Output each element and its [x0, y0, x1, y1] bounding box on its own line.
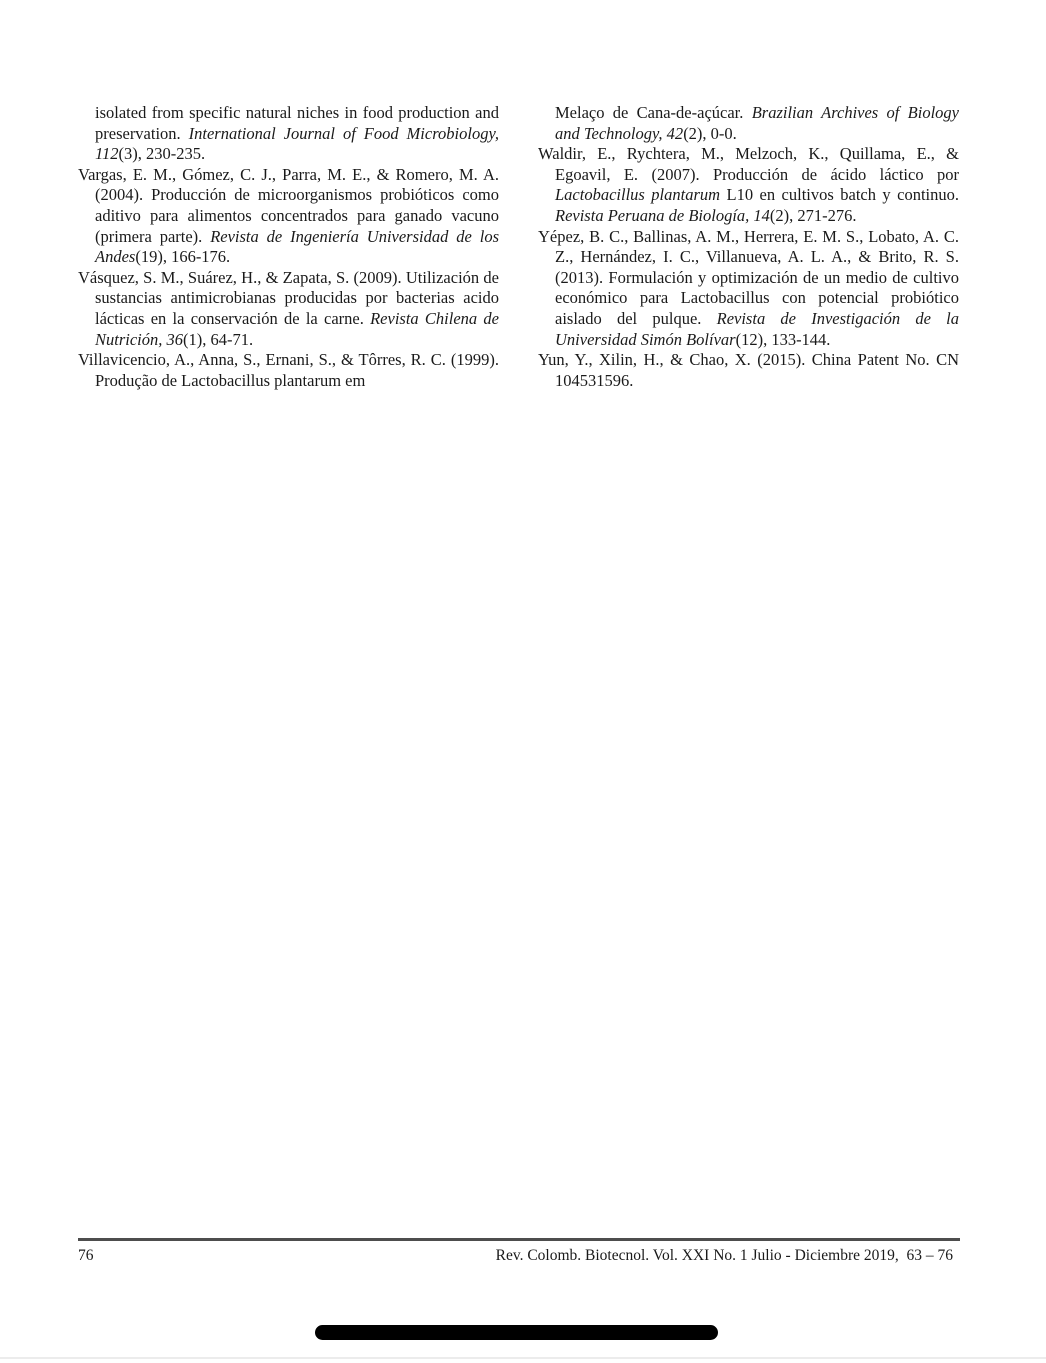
reference-text-segment: Revista de Ingeniería Universidad de los Andes: [95, 226, 499, 267]
reference-entry: [78, 165, 499, 268]
reference-entry: [538, 144, 959, 226]
home-indicator-bar[interactable]: [315, 1325, 718, 1340]
reference-text-segment: L10 en cultivos batch y continuo.: [720, 185, 960, 205]
reference-entry: [78, 103, 499, 165]
reference-entry: [78, 268, 499, 350]
reference-text-segment: Vargas, E. M., Gómez, C. J., Parra, M. E., & Romero, M. A. (2004). Producción de microorganismos probióticos como aditivo para alimentos concentrados para ganado vacuno (primera parte).: [78, 164, 499, 246]
reference-entry: [538, 350, 959, 391]
reference-text-segment: Melaço de Cana-de-açúcar.: [555, 103, 752, 122]
journal-citation: Rev. Colomb. Biotecnol. Vol. XXI No. 1 Julio - Diciembre 2019, 63 – 76: [495, 1247, 953, 1264]
reference-text-segment: Villavicencio, A., Anna, S., Ernani, S., & Tôrres, R. C. (1999). Produção de Lactobacillus plantarum em: [78, 350, 499, 390]
page-number: 76: [78, 1247, 94, 1264]
reference-text-segment: Vásquez, S. M., Suárez, H., & Zapata, S. (2009). Utilización de sustancias antimicrobianas producidas por bacterias acido lácticas en la conservación de la carne.: [78, 267, 499, 328]
references-column-right: [538, 103, 959, 391]
reference-text-segment: Yun, Y., Xilin, H., & Chao, X. (2015). China Patent No. CN 104531596.: [538, 350, 959, 390]
reference-entry: [538, 227, 959, 351]
reference-entry: [538, 103, 959, 144]
reference-text-segment: Lactobacillus plantarum: [555, 185, 721, 205]
reference-text-segment: Waldir, E., Rychtera, M., Melzoch, K., Quillama, E., & Egoavil, E. (2007). Producción de ácido láctico por: [538, 144, 959, 184]
reference-text-segment: International Journal of Food Microbiology, 112: [95, 123, 499, 164]
reference-text-segment: isolated from specific natural niches in food production and preservation.: [95, 103, 499, 143]
reference-text-segment: (1), 64-71.: [183, 329, 254, 349]
reference-text-segment: (19), 166-176.: [135, 247, 231, 267]
page-footer: [78, 1246, 960, 1266]
references-section: [78, 103, 959, 391]
reference-text-segment: Revista Peruana de Biología, 14: [555, 205, 770, 225]
reference-entry: [78, 350, 499, 391]
reference-text-segment: Brazilian Archives of Biology and Technology, 42: [555, 103, 959, 143]
reference-text-segment: Yépez, B. C., Ballinas, A. M., Herrera, E. M. S., Lobato, A. C. Z., Hernández, I. C., Villanueva, A. L. A., & Brito, R. S. (2013). Formulación y optimización de un medio de cultivo económico para Lactobacillus con potencial probiótico aislado del pulque.: [538, 226, 959, 328]
footer-divider: [78, 1238, 960, 1241]
bottom-divider: [0, 1357, 1046, 1359]
reference-text-segment: (3), 230-235.: [118, 144, 206, 164]
reference-text-segment: Revista Chilena de Nutrición, 36: [95, 308, 499, 349]
reference-text-segment: (2), 0-0.: [683, 123, 737, 143]
reference-text-segment: Revista de Investigación de la Universidad Simón Bolívar: [555, 308, 959, 349]
reference-text-segment: (2), 271-276.: [769, 205, 857, 225]
reference-text-segment: (12), 133-144.: [735, 329, 831, 349]
references-column-left: [78, 103, 499, 391]
